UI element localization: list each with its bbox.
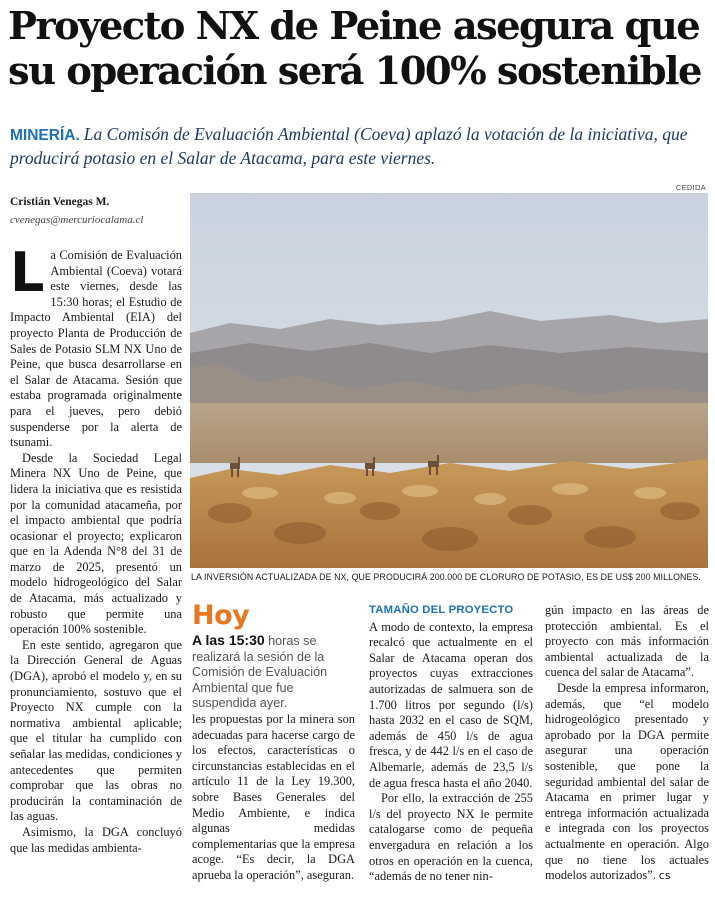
hoy-box-text xyxy=(192,633,352,712)
section-subhead: TAMAÑO DEL PROYECTO xyxy=(369,604,514,616)
section-kicker: MINERÍA. xyxy=(10,127,80,144)
body-paragraph xyxy=(545,681,709,884)
body-paragraph-text: Desde la empresa informaron, además, que “el modelo hidrogeológico presentado y aprobado por la DGA permite asegurar una operación sostenible, que pone la seguridad ambiental del salar de Atacama en primer lugar y entrega información actualizada e integrada con los proyectos actualmente en operación. Algo que no tiene los actuales modelos autorizados”. xyxy=(545,680,709,883)
landscape-image xyxy=(190,193,708,568)
salar-landscape-photo xyxy=(190,193,708,568)
photo-credit: CEDIDA xyxy=(675,183,706,192)
body-paragraph: les propuestas por la minera son adecuadas para hacerse cargo de los efectos, características o circunstancias establecidas en el artículo 11 de la Ley 19.300, sobre Bases Generales del Medio Ambiente, e indica algunas medidas complementarias que la empresa acoge. “Es decir, la DGA aprueba la operación”, aseguran. xyxy=(192,712,355,882)
byline-email[interactable]: cvenegas@mercuriocalama.cl xyxy=(10,214,144,226)
hoy-box-title: Hoy xyxy=(192,600,250,631)
body-paragraph: Por ello, la extracción de 255 l/s del proyecto NX le permite catalogarse como de pequeña envergadura en relación a los otros en operación en la cuenca, “además de no tener nin- xyxy=(369,791,533,884)
hoy-time: A las 15:30 xyxy=(192,632,265,648)
body-column-2 xyxy=(192,712,355,884)
body-paragraph: gún impacto en las áreas de protección ambiental. Es el proyecto con más información ambiental actualizada de la cuenca del salar de Atacama”. xyxy=(545,603,709,680)
lead-paragraph xyxy=(10,123,708,169)
body-paragraph: Desde la Sociedad Legal Minera NX Uno de Peine, que lidera la iniciativa que es resistida por la comunidad atacameña, por el impacto ambiental que podría ocasionar el proyecto; explicaron que en la Adenda N°8 del 31 de marzo de 2025, presentó un modelo hidrogeológico del Salar de Atacama, más actualizado y robusto que permite una operación 100% sostenible. xyxy=(10,450,182,637)
body-paragraph xyxy=(10,241,182,451)
body-paragraph: A modo de contexto, la empresa recalcó que actualmente en el Salar de Atacama operan dos proyectos cuyas extracciones autorizadas de salmuera son de 1.700 litros por segundo (l/s) hasta 2032 en el caso de SQM, además de 450 l/s de agua fresca, y de 442 l/s en el caso de Albemarle, además de 23,5 l/s de agua fresca hasta el año 2040. xyxy=(369,619,533,790)
body-paragraph: En este sentido, agregaron que la Dirección General de Aguas (DGA), aprobó el modelo y, en su pronunciamiento, sostuvo que el Proyecto NX cumple con la normativa ambiental aplicable; que el titular ha cumplido con señalar las medidas, condiciones y antecedentes que permiten comprobar que las obras no producirán la contaminación de las aguas. xyxy=(10,637,182,824)
body-column-1 xyxy=(10,241,182,856)
drop-cap: L xyxy=(10,241,45,304)
end-mark-icon: cs xyxy=(658,869,671,883)
hoy-description: horas se realizará la sesión de la Comisión de Evaluación Ambiental que fue suspendida ayer. xyxy=(192,634,328,710)
body-paragraph-text: a Comisión de Evaluación Ambiental (Coeva) votará este viernes, desde las 15:30 horas; el Estudio de Impacto Ambiental (EIA) del proyecto Planta de Producción de Sales de Potasio SLM NX Uno de Peine, que busca desarrollarse en el Salar de Atacama. Sesión que estaba programada originalmente para el jueves, pero debió suspenderse por la alerta de tsunami. xyxy=(10,248,182,450)
body-paragraph: Asimismo, la DGA concluyó que las medidas ambienta- xyxy=(10,824,182,855)
body-column-3 xyxy=(369,603,533,885)
body-column-4 xyxy=(545,603,709,884)
lead-text: La Comisón de Evaluación Ambiental (Coeva) aplazó la votación de la iniciativa, que producirá potasio en el Salar de Atacama, para este viernes. xyxy=(10,124,688,168)
photo-caption: LA INVERSIÓN ACTUALIZADA DE NX, QUE PRODUCIRÁ 200.000 DE CLORURO DE POTASIO, ES DE US$ 200 MILLONES. xyxy=(191,572,701,582)
byline-author: Cristián Venegas M. xyxy=(10,196,110,208)
headline: Proyecto NX de Peine asegura que su operación será 100% sostenible xyxy=(8,4,701,94)
